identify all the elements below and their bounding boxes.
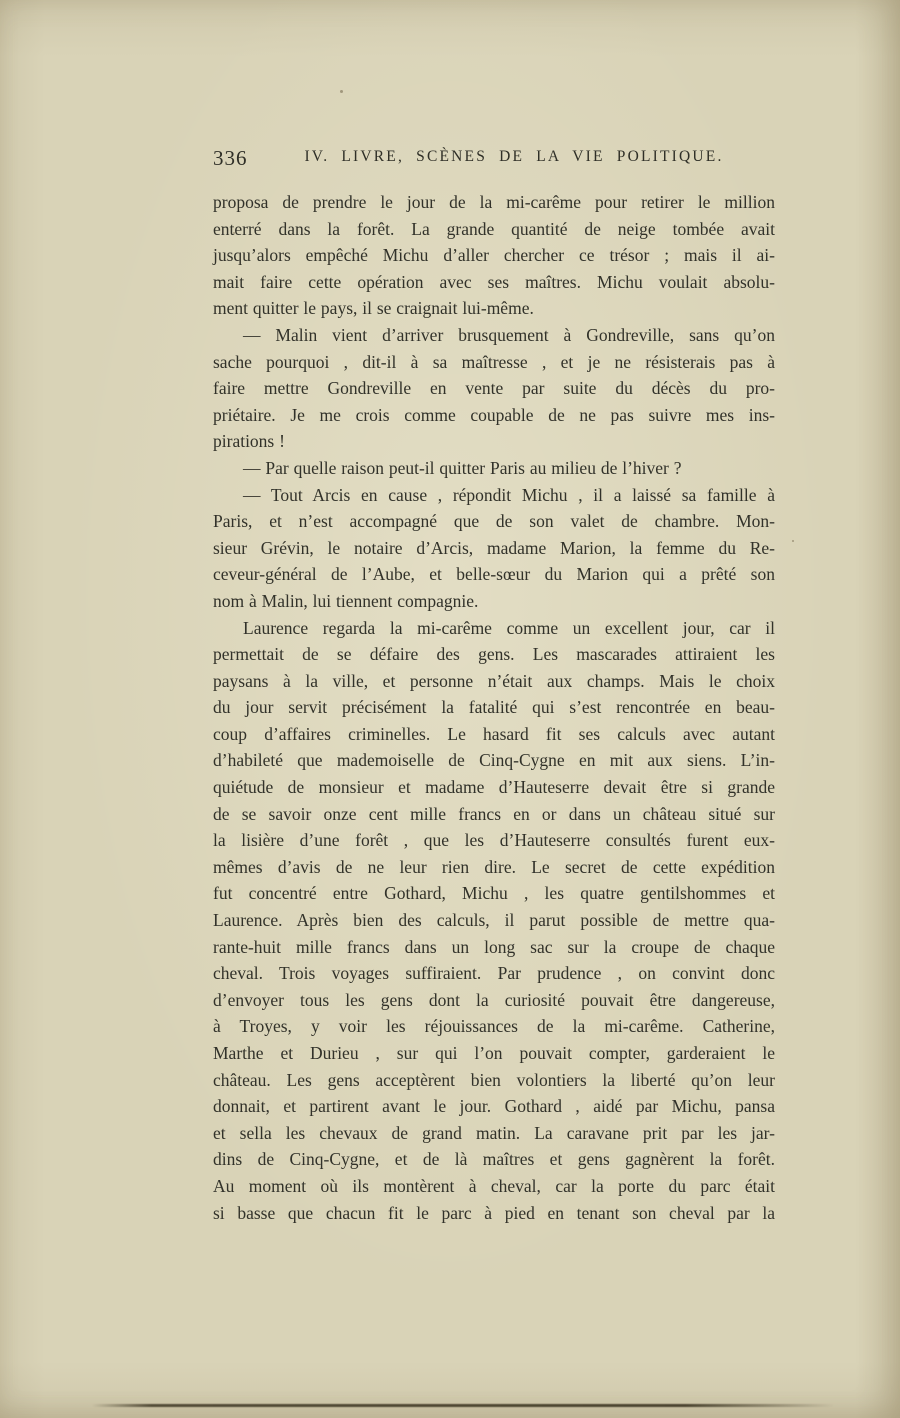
text-line: — Par quelle raison peut-il quitter Paris au milieu de l’hiver ? xyxy=(243,457,682,478)
text-line: permettait de se défaire des gens. Les mascarades attiraient les xyxy=(213,644,775,665)
text-line: à Troyes, y voir les réjouissances de la mi-carême. Catherine, xyxy=(213,1016,775,1037)
text-line: faire mettre Gondreville en vente par suite du décès du pro- xyxy=(213,378,775,399)
text-line: coup d’affaires criminelles. Le hasard fit ses calculs avec autant xyxy=(213,723,775,744)
text-line: enterré dans la forêt. La grande quantité de neige tombée avait xyxy=(213,218,775,239)
text-line: proposa de prendre le jour de la mi-carême pour retirer le million xyxy=(213,192,775,212)
text-line: si basse que chacun fit le parc à pied en tenant son cheval par la xyxy=(213,1202,775,1223)
text-line: donnait, et partirent avant le jour. Gothard , aidé par Michu, pansa xyxy=(213,1096,775,1117)
text-line: mait faire cette opération avec ses maîtres. Michu voulait absolu- xyxy=(213,271,775,292)
text-line: priétaire. Je me crois comme coupable de ne pas suivre mes ins- xyxy=(213,404,775,425)
running-title: IV. LIVRE, SCÈNES DE LA VIE POLITIQUE. xyxy=(304,148,724,165)
text-line: château. Les gens acceptèrent bien volontiers la liberté qu’on leur xyxy=(213,1069,775,1090)
text-line: — Tout Arcis en cause , répondit Michu , il a laissé sa famille à xyxy=(243,484,775,505)
text-line: mêmes d’avis de ne leur rien dire. Le secret de cette expédition xyxy=(213,856,775,877)
scan-edge-artifact xyxy=(92,1404,834,1407)
text-line: sache pourquoi , dit-il à sa maîtresse , et je ne résisterais pas à xyxy=(213,351,775,372)
text-line: pirations ! xyxy=(213,431,285,452)
text-line: cheval. Trois voyages suffiraient. Par prudence , on convint donc xyxy=(213,963,775,984)
text-line: fut concentré entre Gothard, Michu , les quatre gentilshommes et xyxy=(213,883,775,904)
text-line: Paris, et n’est accompagné que de son valet de chambre. Mon- xyxy=(213,511,775,532)
text-line: jusqu’alors empêché Michu d’aller chercher ce trésor ; mais il ai- xyxy=(213,245,775,266)
text-line: dins de Cinq-Cygne, et de là maîtres et gens gagnèrent la forêt. xyxy=(213,1149,775,1170)
text-line: rante-huit mille francs dans un long sac sur la croupe de chaque xyxy=(213,936,775,957)
text-line: du jour servit précisément la fatalité qui s’est rencontrée en beau- xyxy=(213,697,775,718)
text-line: Au moment où ils montèrent à cheval, car la porte du parc était xyxy=(213,1175,775,1196)
text-line: Laurence. Après bien des calculs, il parut possible de mettre qua- xyxy=(213,910,775,931)
scan-speck xyxy=(792,540,794,542)
text-line: et sella les chevaux de grand matin. La caravane prit par les jar- xyxy=(213,1122,775,1143)
text-line: — Malin vient d’arriver brusquement à Gondreville, sans qu’on xyxy=(243,324,775,345)
text-line: Marthe et Durieu , sur qui l’on pouvait compter, garderaient le xyxy=(213,1043,775,1063)
page-header xyxy=(213,148,775,174)
text-line: d’habileté que mademoiselle de Cinq-Cygne en mit aux siens. L’in- xyxy=(213,750,775,771)
text-line: quiétude de monsieur et madame d’Hauteserre devait être si grande xyxy=(213,777,775,798)
text-line: la lisière d’une forêt , que les d’Hauteserre consultés furent eux- xyxy=(213,830,775,851)
text-line: Laurence regarda la mi-carême comme un excellent jour, car il xyxy=(243,617,775,638)
text-line: de se savoir onze cent mille francs en or dans un château situé sur xyxy=(213,803,775,824)
scan-speck xyxy=(233,232,235,234)
text-line: paysans à la ville, et personne n’était aux champs. Mais le choix xyxy=(213,670,775,691)
text-block xyxy=(213,189,775,1226)
scan-speck xyxy=(340,90,343,93)
text-line: nom à Malin, lui tiennent compagnie. xyxy=(213,590,479,611)
text-line: ment quitter le pays, il se craignait lui-même. xyxy=(213,298,534,319)
text-line: ceveur-général de l’Aube, et belle-sœur du Marion qui a prêté son xyxy=(213,564,775,585)
text-line: sieur Grévin, le notaire d’Arcis, madame Marion, la femme du Re- xyxy=(213,537,775,558)
text-line: d’envoyer tous les gens dont la curiosité pouvait être dangereuse, xyxy=(213,989,775,1010)
page-number: 336 xyxy=(213,146,248,170)
